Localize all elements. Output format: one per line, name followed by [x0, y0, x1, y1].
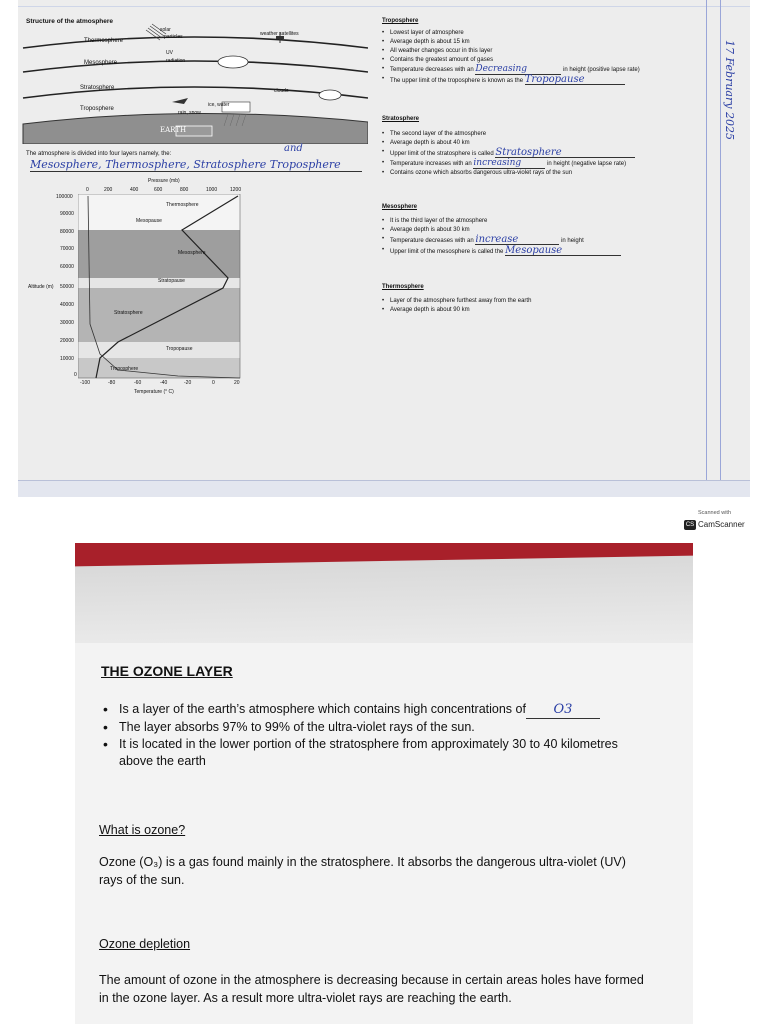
zone-tropopause: Tropopause — [166, 346, 193, 352]
layers-sentence: The atmosphere is divided into four layers namely, the: — [26, 151, 172, 157]
troposphere-notes — [382, 29, 640, 86]
note-text: Temperature increases with an — [390, 161, 472, 167]
altitude-tick: 60000 — [60, 264, 74, 270]
mesosphere-notes — [382, 217, 621, 257]
margin-line — [720, 0, 721, 495]
pressure-tick: 0 — [86, 187, 89, 193]
handwritten-layers-answer: Mesosphere, Thermosphere, Stratosphere Troposphere — [30, 158, 362, 172]
atmosphere-layers-diagram — [18, 22, 368, 144]
altitude-tick: 100000 — [56, 194, 73, 200]
temperature-tick: -80 — [108, 380, 116, 386]
aircraft-icon — [172, 98, 188, 104]
pressure-tick: 1000 — [206, 187, 218, 193]
ruled-line — [18, 6, 750, 7]
temperature-tick: -100 — [80, 380, 91, 386]
what-is-ozone-text: Ozone (O₃) is a gas found mainly in the stratosphere. It absorbs the dangerous ultra-violet (UV) rays of the sun. — [99, 855, 626, 887]
note-bullet: • Lowest layer of atmosphere — [390, 29, 640, 38]
note-bullet — [390, 75, 640, 86]
handwritten-and: and — [284, 143, 303, 154]
temperature-tick: 0 — [212, 380, 215, 386]
note-bullet — [390, 65, 640, 75]
ozone-bullet: • The layer absorbs 97% to 99% of the ultra-violet rays of the sun. — [119, 719, 679, 736]
note-bullet — [390, 159, 635, 169]
note-text: in height — [561, 238, 584, 244]
label-thermosphere: Thermosphere — [84, 38, 124, 44]
note-bullet: • The second layer of the atmosphere — [390, 130, 635, 139]
label-troposphere: Troposphere — [80, 106, 114, 112]
ozone-bullets — [101, 701, 679, 770]
sheet-bottom-edge — [18, 480, 750, 497]
label-ice-water: ice, water — [208, 102, 230, 108]
label-weather-satellites: weather satellites — [260, 31, 299, 37]
altitude-tick: 0 — [74, 372, 77, 378]
margin-line — [706, 0, 707, 495]
label-radiation: radiation — [166, 58, 186, 64]
note-bullet: • Layer of the atmosphere furthest away from the earth — [390, 297, 531, 306]
label-clouds: clouds — [274, 88, 289, 94]
pressure-tick: 200 — [104, 187, 113, 193]
diagram-title: Structure of the atmosphere — [26, 18, 114, 25]
altitude-tick: 20000 — [60, 338, 74, 344]
zone-troposphere: Troposphere — [110, 366, 139, 372]
altitude-tick: 30000 — [60, 320, 74, 326]
ozone-depletion-text: The amount of ozone in the atmosphere is decreasing because in certain areas holes have formed in the ozone layer. As a result more ultra-violet rays are reaching the earth. — [99, 973, 644, 1005]
ozone-title: THE OZONE LAYER — [101, 663, 233, 679]
altitude-tick: 10000 — [60, 356, 74, 362]
label-stratosphere: Stratosphere — [80, 85, 115, 91]
note-text: Temperature decreases with an — [390, 238, 474, 244]
cloud-icon — [218, 56, 248, 68]
camscanner-logo-icon: CS — [685, 522, 695, 528]
thermosphere-notes — [382, 297, 531, 315]
note-text: Upper limit of the stratosphere is called — [390, 151, 494, 157]
note-bullet: • Average depth is about 90 km — [390, 306, 531, 315]
pressure-tick: 400 — [130, 187, 139, 193]
note-bullet — [390, 246, 621, 257]
note-bullet: • All weather changes occur in this layer — [390, 47, 640, 56]
camscanner-brand: CamScanner — [698, 520, 745, 529]
handwritten-answer: Decreasing — [475, 65, 561, 75]
pressure-tick: 800 — [180, 187, 189, 193]
note-text: Upper limit of the mesosphere is called the — [390, 249, 504, 255]
label-particles: particles — [164, 34, 183, 40]
camscanner-watermark — [684, 509, 754, 535]
note-bullet: • Average depth is about 40 km — [390, 139, 635, 148]
worksheet-scan — [18, 0, 750, 495]
handwritten-answer: Tropopause — [525, 75, 625, 85]
note-bullet: • It is the third layer of the atmosphere — [390, 217, 621, 226]
zone-mesopause: Mesopause — [136, 218, 162, 224]
note-bullet: • Average depth is about 15 km — [390, 38, 640, 47]
zone-stratosphere: Stratosphere — [114, 310, 143, 316]
note-text: The upper limit of the troposphere is known as the — [390, 78, 524, 84]
zone-stratopause: Stratopause — [158, 278, 185, 284]
temperature-tick: 20 — [234, 380, 240, 386]
handwritten-answer: Stratosphere — [495, 148, 635, 158]
label-earth: EARTH — [160, 126, 187, 134]
what-is-ozone-heading: What is ozone? — [99, 823, 186, 837]
label-mesosphere: Mesosphere — [84, 60, 118, 66]
stratosphere-heading: Stratosphere — [382, 116, 420, 122]
pressure-axis-label: Pressure (mb) — [148, 178, 180, 184]
temperature-tick: -20 — [184, 380, 192, 386]
label-solar: solar — [160, 27, 171, 33]
zone-thermosphere: Thermosphere — [166, 202, 199, 208]
ozone-bullet: • It is located in the lower portion of the stratosphere from approximately 30 to 40 kilometres above the earth — [119, 736, 619, 770]
pressure-tick: 600 — [154, 187, 163, 193]
cloud-icon — [319, 90, 341, 100]
ozone-bullet — [119, 701, 679, 719]
note-bullet: • Contains the greatest amount of gases — [390, 56, 640, 65]
bullet-text: Is a layer of the earth’s atmosphere which contains high concentrations of — [119, 702, 526, 716]
handwritten-answer: Mesopause — [505, 246, 621, 256]
ozone-sheet-photo — [75, 543, 693, 1024]
altitude-tick: 40000 — [60, 302, 74, 308]
temperature-tick: -60 — [134, 380, 142, 386]
troposphere-heading: Troposphere — [382, 18, 419, 24]
label-rain-snow: rain, snow — [178, 110, 201, 116]
handwritten-answer: increasing — [473, 159, 545, 169]
pressure-tick: 1200 — [230, 187, 242, 193]
label-uv: UV — [166, 50, 173, 56]
note-bullet: • Average depth is about 30 km — [390, 226, 621, 235]
temperature-altitude-graph — [78, 194, 258, 380]
ozone-depletion-heading: Ozone depletion — [99, 937, 191, 951]
note-bullet: • Contains ozone which absorbs dangerous ultra-violet rays of the sun — [390, 169, 635, 178]
altitude-tick: 70000 — [60, 246, 74, 252]
scanned-with-text: Scanned with — [698, 510, 732, 516]
margin-date: 17 February 2025 — [723, 40, 736, 140]
temperature-tick: -40 — [160, 380, 168, 386]
handwritten-answer: O3 — [526, 701, 600, 719]
note-text: in height (negative lapse rate) — [547, 161, 627, 167]
altitude-tick: 90000 — [60, 211, 74, 217]
temperature-axis-label: Temperature (° C) — [134, 389, 174, 395]
note-text: in height (positive lapse rate) — [563, 67, 640, 73]
stratosphere-notes — [382, 130, 635, 178]
zone-mesosphere: Mesosphere — [178, 250, 206, 256]
altitude-axis-label: Altitude (m) — [28, 284, 54, 290]
altitude-tick: 50000 — [60, 284, 74, 290]
altitude-tick: 80000 — [60, 229, 74, 235]
mesosphere-heading: Mesosphere — [382, 204, 418, 210]
note-text: Temperature decreases with an — [390, 67, 474, 73]
handwritten-answer: increase — [475, 235, 559, 245]
thermosphere-heading: Thermosphere — [382, 284, 424, 290]
